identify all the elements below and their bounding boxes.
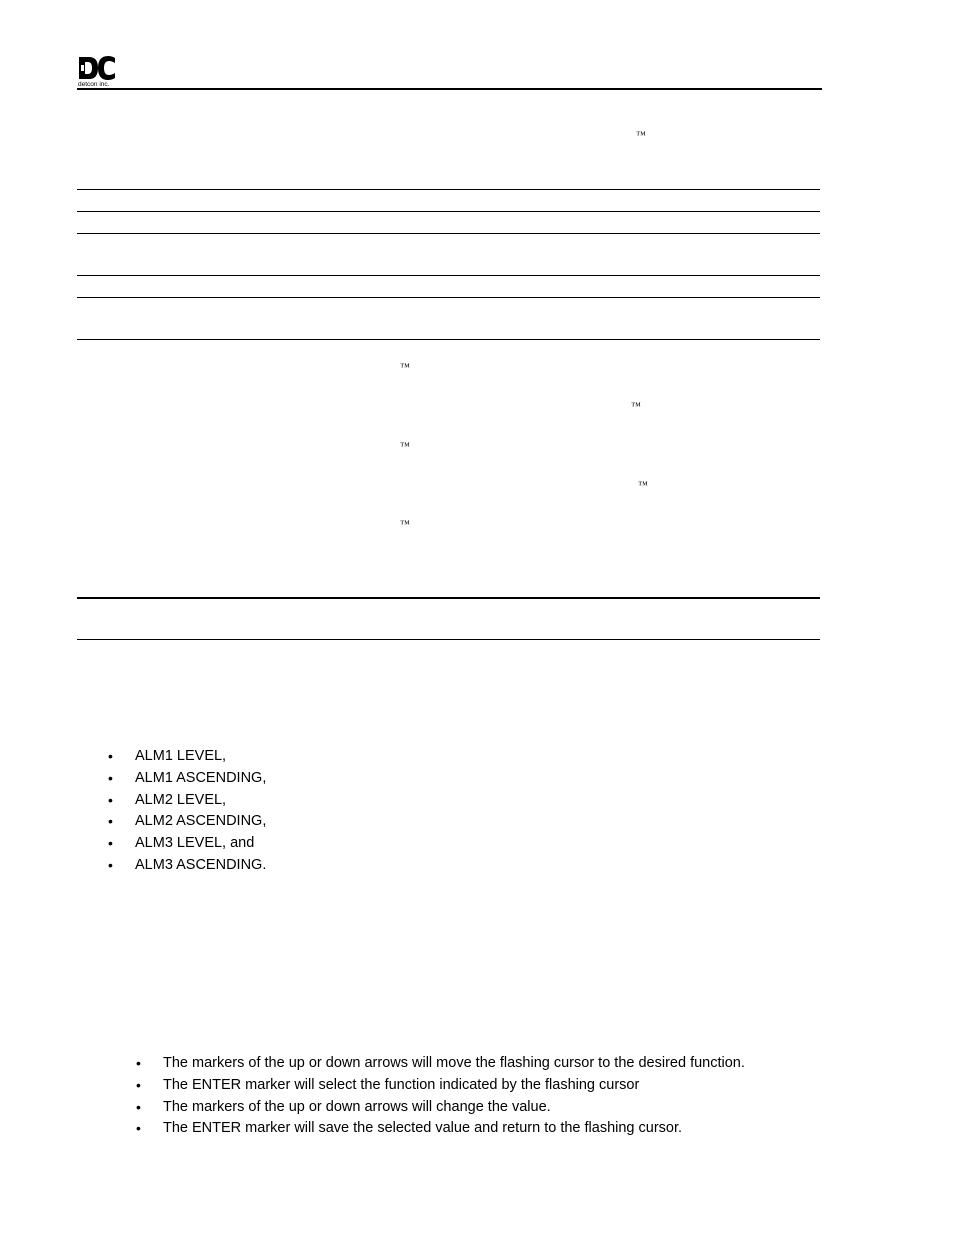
list-item: • ALM3 ASCENDING. [135, 855, 266, 877]
table-rule [77, 339, 820, 340]
trademark-mark: ™ [638, 480, 648, 491]
table-rule [77, 211, 820, 212]
table-rule [77, 597, 820, 599]
detcon-logo-icon [78, 55, 118, 81]
logo-text: detcon inc. [78, 81, 110, 88]
list-item: • The markers of the up or down arrows will change the value. [163, 1097, 745, 1119]
list-item: • ALM3 LEVEL, and [135, 833, 266, 855]
trademark-mark: ™ [636, 130, 646, 141]
list-item: • ALM2 LEVEL, [135, 790, 266, 812]
trademark-mark: ™ [400, 519, 410, 530]
trademark-mark: ™ [400, 441, 410, 452]
table-rule [77, 275, 820, 276]
table-rule [77, 189, 820, 190]
list-item: • ALM1 LEVEL, [135, 746, 266, 768]
trademark-mark: ™ [631, 401, 641, 412]
trademark-mark: ™ [400, 362, 410, 373]
list-item: • The ENTER marker will save the selected value and return to the flashing cursor. [163, 1118, 745, 1140]
list-item: • The ENTER marker will select the function indicated by the flashing cursor [163, 1075, 745, 1097]
list-item: • ALM1 ASCENDING, [135, 768, 266, 790]
company-logo [78, 55, 118, 91]
marker-list [163, 1053, 745, 1140]
table-rule [77, 639, 820, 640]
header-rule [77, 88, 822, 90]
table-rule [77, 233, 820, 234]
list-item: • The markers of the up or down arrows will move the flashing cursor to the desired function. [163, 1053, 745, 1075]
alarm-list [135, 746, 266, 877]
table-rule [77, 297, 820, 298]
list-item: • ALM2 ASCENDING, [135, 811, 266, 833]
